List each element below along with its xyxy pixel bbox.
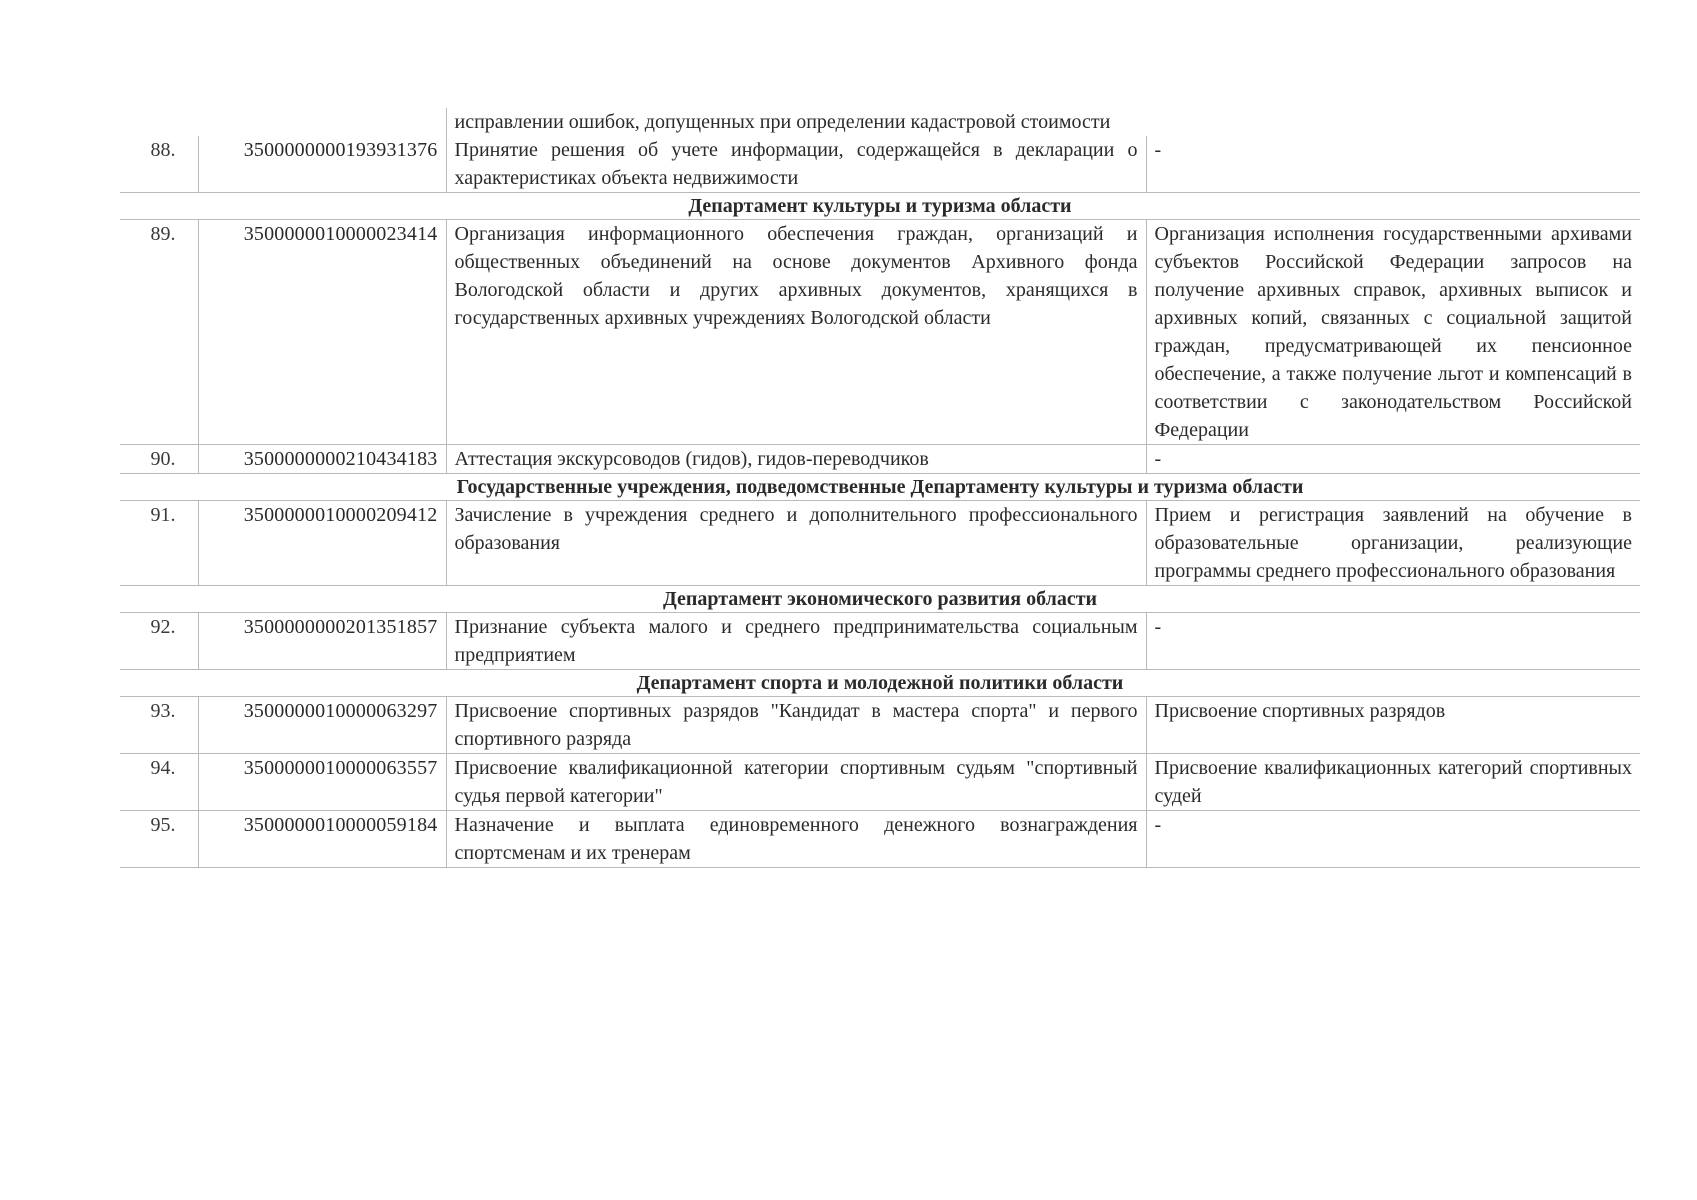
service-code-cell: 3500000000193931376 <box>198 136 446 193</box>
services-table-body <box>120 108 1640 868</box>
row-number-cell: 94. <box>120 754 198 811</box>
service-name-cell: исправлении ошибок, допущенных при определении кадастровой стоимости <box>446 108 1146 136</box>
federal-service-cell: - <box>1146 811 1640 868</box>
section-header-row <box>120 670 1640 697</box>
table-row <box>120 501 1640 586</box>
row-number-cell: 93. <box>120 697 198 754</box>
services-table-page <box>120 108 1640 868</box>
continuation-row <box>120 108 1640 136</box>
table-row <box>120 136 1640 193</box>
table-row <box>120 445 1640 474</box>
service-name-cell: Присвоение квалификационной категории спортивным судьям "спортивный судья первой категории" <box>446 754 1146 811</box>
service-name-cell: Принятие решения об учете информации, содержащейся в декларации о характеристиках объекта недвижимости <box>446 136 1146 193</box>
services-table <box>120 108 1640 868</box>
row-number-cell: 90. <box>120 445 198 474</box>
row-number-cell: 92. <box>120 613 198 670</box>
federal-service-cell: - <box>1146 136 1640 193</box>
section-title: Департамент спорта и молодежной политики области <box>120 670 1640 697</box>
continuation-num-cell <box>120 108 198 136</box>
federal-service-cell: - <box>1146 613 1640 670</box>
service-code-cell: 3500000010000063557 <box>198 754 446 811</box>
section-header-row <box>120 193 1640 220</box>
federal-service-cell: Присвоение спортивных разрядов <box>1146 697 1640 754</box>
federal-service-cell: Прием и регистрация заявлений на обучение в образовательные организации, реализующие программы среднего профессионального образования <box>1146 501 1640 586</box>
service-code-cell: 3500000010000059184 <box>198 811 446 868</box>
table-row <box>120 220 1640 445</box>
section-header-row <box>120 586 1640 613</box>
row-number-cell: 89. <box>120 220 198 445</box>
service-code-cell: 3500000010000063297 <box>198 697 446 754</box>
section-title: Государственные учреждения, подведомственные Департаменту культуры и туризма области <box>120 474 1640 501</box>
section-header-row <box>120 474 1640 501</box>
service-code-cell: 3500000000201351857 <box>198 613 446 670</box>
continuation-fed-cell <box>1146 108 1640 136</box>
federal-service-cell: Организация исполнения государственными архивами субъектов Российской Федерации запросов на получение архивных справок, архивных выписок и архивных копий, связанных с социальной защитой граждан, предусматривающей их пенсионное обеспечение, а также получение льгот и компенсаций в соответствии с законодательством Российской Федерации <box>1146 220 1640 445</box>
service-name-cell: Организация информационного обеспечения граждан, организаций и общественных объединений на основе документов Архивного фонда Вологодской области и других архивных документов, хранящихся в государственных архивных учреждениях Вологодской области <box>446 220 1146 445</box>
section-title: Департамент культуры и туризма области <box>120 193 1640 220</box>
table-row <box>120 811 1640 868</box>
service-name-cell: Зачисление в учреждения среднего и дополнительного профессионального образования <box>446 501 1146 586</box>
service-name-cell: Признание субъекта малого и среднего предпринимательства социальным предприятием <box>446 613 1146 670</box>
service-code-cell: 3500000010000023414 <box>198 220 446 445</box>
continuation-code-cell <box>198 108 446 136</box>
service-code-cell: 3500000000210434183 <box>198 445 446 474</box>
federal-service-cell: Присвоение квалификационных категорий спортивных судей <box>1146 754 1640 811</box>
section-title: Департамент экономического развития области <box>120 586 1640 613</box>
federal-service-cell: - <box>1146 445 1640 474</box>
row-number-cell: 95. <box>120 811 198 868</box>
row-number-cell: 91. <box>120 501 198 586</box>
service-name-cell: Присвоение спортивных разрядов "Кандидат в мастера спорта" и первого спортивного разряда <box>446 697 1146 754</box>
table-row <box>120 697 1640 754</box>
row-number-cell: 88. <box>120 136 198 193</box>
service-code-cell: 3500000010000209412 <box>198 501 446 586</box>
service-name-cell: Аттестация экскурсоводов (гидов), гидов-переводчиков <box>446 445 1146 474</box>
table-row <box>120 754 1640 811</box>
table-row <box>120 613 1640 670</box>
service-name-cell: Назначение и выплата единовременного денежного вознаграждения спортсменам и их тренерам <box>446 811 1146 868</box>
